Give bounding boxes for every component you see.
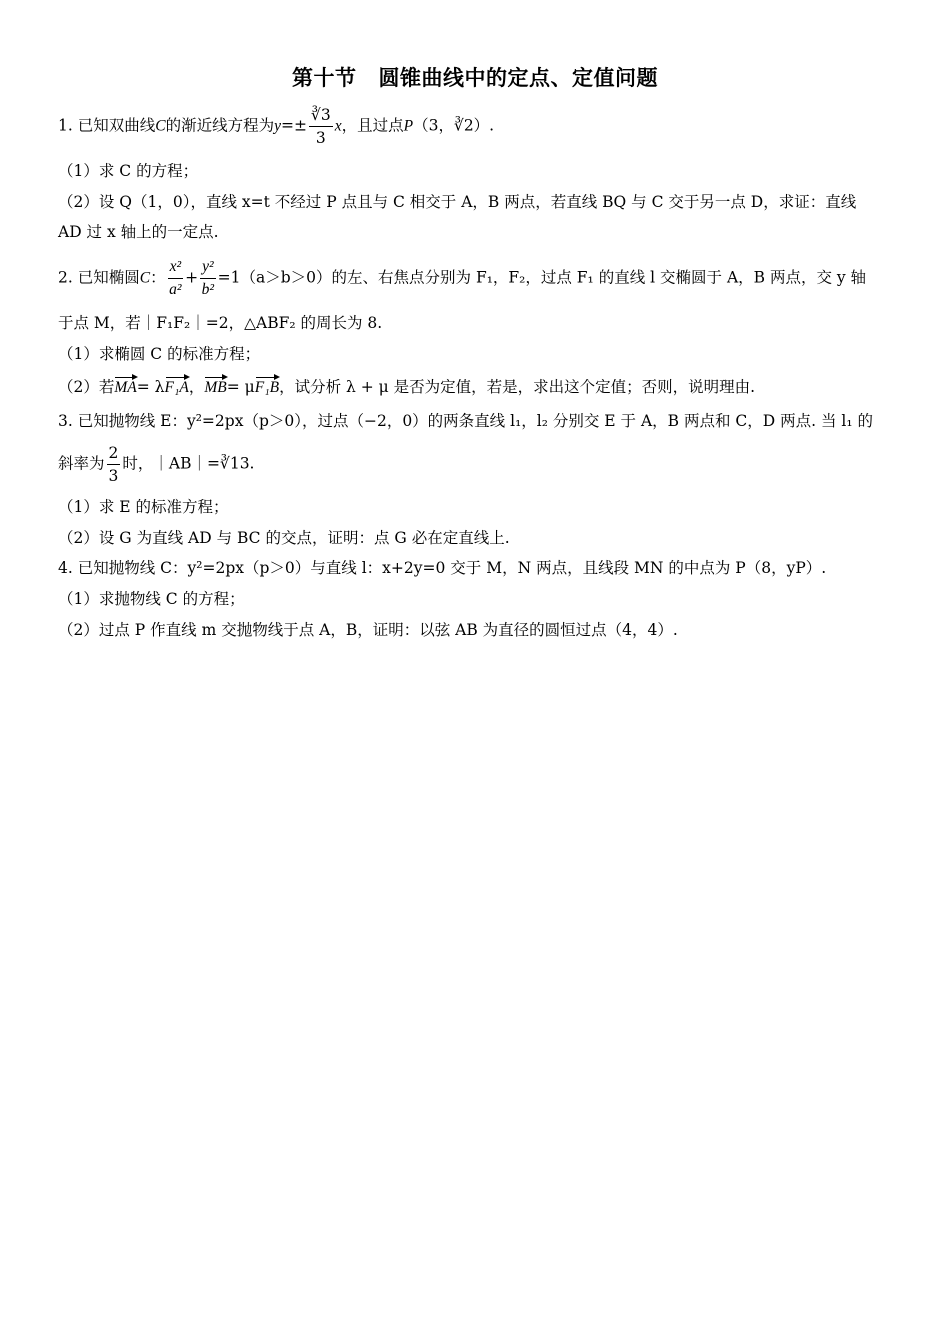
- vector-MA: MA: [114, 379, 137, 396]
- q4-part2: （2）过点 P 作直线 m 交抛物线于点 A，B，证明：以弦 AB 为直径的圆恒过点（4，4）.: [58, 621, 678, 639]
- section-number: 第十节: [292, 66, 357, 90]
- q1-part2-line2: AD 过 x 轴上的一定点.: [58, 223, 219, 241]
- q3-stem-line1: 3. 已知抛物线 E：y²=2px（p＞0），过点（−2，0）的两条直线 l₁，l₂ 分别交 E 于 A，B 两点和 C，D 两点. 当 l₁ 的: [58, 412, 874, 430]
- q1-stem: 1. 已知双曲线C的渐近线方程为y=± $\frac{∛3}{3}$ x，且过点P（3，∛2）.: [58, 106, 495, 147]
- page-title: [0, 62, 950, 92]
- q3-part2: （2）设 G 为直线 AD 与 BC 的交点，证明：点 G 必在定直线上.: [58, 529, 510, 547]
- q2-part1: （1）求椭圆 C 的标准方程；: [58, 345, 261, 363]
- vector-MB: MB: [204, 379, 227, 396]
- section-title: 圆锥曲线中的定点、定值问题: [378, 66, 658, 90]
- q1-fraction: $\frac{∛3}{3}$: [310, 106, 331, 147]
- q2-fraction-x: $\frac{\text{x²}}{\text{a²}}$: [169, 258, 182, 298]
- q3-fraction: $\frac{2}{3}$: [108, 444, 119, 485]
- q2-part2: （2）若MA= λF₁A，MB= μF₁B，试分析 λ + μ 是否为定值，若是，求出这个定值；否则，说明理由.: [58, 378, 756, 396]
- q1-part1: （1）求 C 的方程；: [58, 162, 199, 180]
- vector-F1B: F₁B: [254, 379, 280, 396]
- q2-fraction-y: $\frac{\text{y²}}{\text{b²}}$: [201, 258, 215, 298]
- q3-stem-line2: 斜率为 $\frac{2}{3}$ 时，｜AB｜=∛13.: [58, 444, 255, 485]
- q1-part2-line1: （2）设 Q（1，0），直线 x=t 不经过 P 点且与 C 相交于 A，B 两点，若直线 BQ 与 C 交于另一点 D，求证：直线: [58, 193, 857, 211]
- q3-part1: （1）求 E 的标准方程；: [58, 498, 229, 516]
- q4-stem: 4. 已知抛物线 C：y²=2px（p＞0）与直线 l：x+2y=0 交于 M，N 两点，且线段 MN 的中点为 P（8，yP）.: [58, 559, 827, 577]
- q4-part1: （1）求抛物线 C 的方程；: [58, 590, 245, 608]
- q2-stem-line2: 于点 M，若｜F₁F₂｜=2，△ABF₂ 的周长为 8.: [58, 314, 383, 332]
- q2-stem-line1: 2. 已知椭圆C： $\frac{\text{x²}}{\text{a²}}$ + $\frac{\text{y²}}{\text{b²}}$ =1（a＞b＞0）的左、右焦点分别为 F₁，F₂，过点 F₁ 的直线 l 交椭圆于 A，B 两点，交 y 轴: [58, 256, 866, 301]
- vector-F1A: F₁A: [164, 379, 189, 396]
